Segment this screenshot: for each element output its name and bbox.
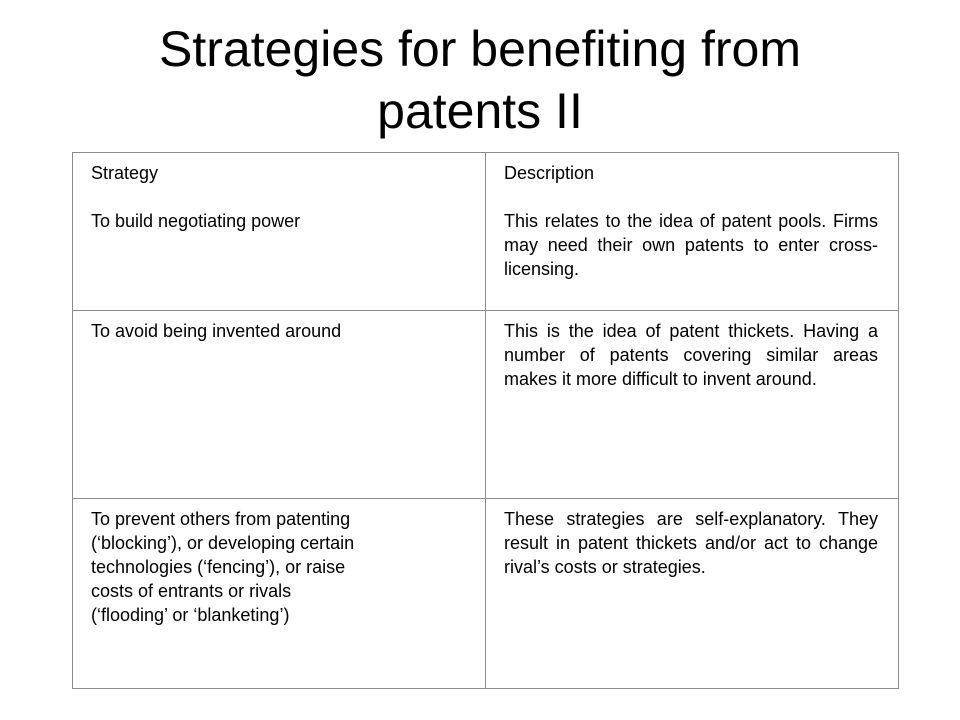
table-row — [73, 311, 899, 499]
table-row — [73, 153, 899, 311]
table-row — [73, 499, 899, 689]
description-text: This is the idea of patent thickets. Having a number of patents covering similar areas makes it more difficult to invent around. — [504, 321, 878, 389]
description-text: This relates to the idea of patent pools. Firms may need their own patents to enter cross- licensing. — [504, 211, 878, 279]
title-line-1: Strategies for benefiting from — [159, 21, 801, 77]
slide-title — [60, 18, 900, 142]
strategy-text-line: technologies (‘fencing’), or raise — [91, 557, 346, 577]
description-cell — [486, 499, 899, 689]
strategy-text-line: costs of entrants or rivals — [91, 581, 292, 601]
strategy-text: To avoid being invented around — [91, 321, 342, 341]
strategy-cell — [73, 311, 486, 499]
description-cell — [486, 311, 899, 499]
strategy-cell — [73, 499, 486, 689]
strategy-text: To build negotiating power — [91, 211, 301, 231]
description-text: These strategies are self-explanatory. They result in patent thickets and/or act to change rival’s costs or strategies. — [504, 509, 878, 577]
strategy-text-line: (‘flooding’ or ‘blanketing’) — [91, 605, 290, 625]
title-line-2: patents II — [377, 83, 583, 139]
strategy-text-line: To prevent others from patenting — [91, 509, 351, 529]
strategy-text-line: (‘blocking’), or developing certain — [91, 533, 355, 553]
strategy-header: Strategy — [91, 163, 159, 183]
description-cell — [486, 153, 899, 311]
strategy-cell — [73, 153, 486, 311]
description-header: Description — [504, 163, 595, 183]
strategy-table — [72, 152, 899, 689]
